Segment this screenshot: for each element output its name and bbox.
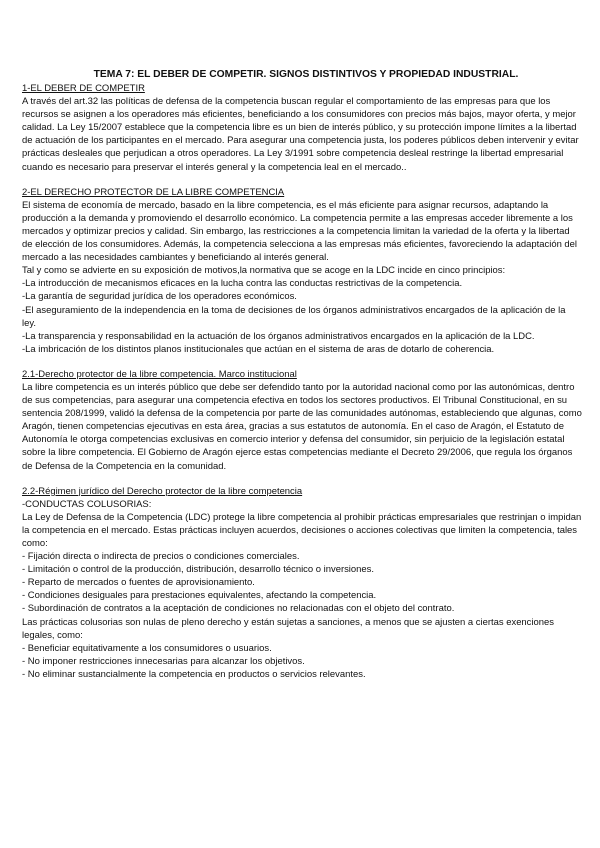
exemptions-list xyxy=(22,642,582,681)
list-item: - Condiciones desiguales para prestaciones equivalentes, afectando la competencia. xyxy=(22,590,377,602)
list-item: - No eliminar sustancialmente la competencia en productos o servicios relevantes. xyxy=(22,668,366,680)
section-2-2-heading: 2.2-Régimen jurídico del Derecho protector de la libre competencia xyxy=(22,485,303,497)
section-2-paragraph: El sistema de economía de mercado, basado en la libre competencia, es el más eficiente para asignar recursos, adaptando la producción a la demanda y promoviendo el desarrollo económico. La competencia permite a las empresas acceder libremente a los mercados y optimizar precios y calidad. Sin embargo, las restricciones a la competencia limitan la variedad de la oferta y la libertad de elección de los consumidores. Además, la competencia selecciona a las empresas más eficientes, favoreciendo la adaptación del mercado a las necesidades cambiantes y beneficiando al interés general. xyxy=(22,199,578,264)
section-2-heading: 2-EL DERECHO PROTECTOR DE LA LIBRE COMPETENCIA xyxy=(22,186,285,198)
section-2-2-paragraph-2: Las prácticas colusorias son nulas de pleno derecho y están sujetas a sanciones, a menos que se ajusten a ciertas exenciones legales, como: xyxy=(22,616,554,641)
list-item: -La garantía de seguridad jurídica de los operadores económicos. xyxy=(22,291,297,303)
document-title: TEMA 7: EL DEBER DE COMPETIR. SIGNOS DISTINTIVOS Y PROPIEDAD INDUSTRIAL. xyxy=(93,69,519,80)
section-1-paragraph: A través del art.32 las políticas de defensa de la competencia buscan regular el comportamiento de las empresas para que los recursos se asignen a los operadores más eficientes, beneficiando a los consumidores con precios más bajos, mayor oferta, y mejor calidad. La Ley 15/2007 establece que la competencia libre es un bien de interés público, y su protección impone límites a la libertad de actuación de los participantes en el mercado. Para asegurar una competencia justa, los poderes públicos deben intervenir y evitar prácticas desleales que perjudican a otros operadores. La Ley 3/1991 sobre competencia desleal restringe la libertad empresarial cuando es necesario para preservar el interés general y la competencia leal en el mercado.. xyxy=(22,96,579,173)
list-item: - Subordinación de contratos a la aceptación de condiciones no relacionadas con el objeto del contrato. xyxy=(22,603,455,615)
section-2-2-paragraph: La Ley de Defensa de la Competencia (LDC) protege la libre competencia al prohibir prácticas empresariales que restrinjan o impidan la competencia en el mercado. Estas prácticas incluyen acuerdos, decisiones o acciones colectivas que limiten la competencia, tales como: xyxy=(22,511,582,549)
section-2-1-paragraph: La libre competencia es un interés público que debe ser defendido tanto por la autoridad nacional como por las autonómicas, dentro de sus competencias, para asegurar una competencia efectiva en todos los sectores productivos. El Tribunal Constitucional, en su sentencia 208/1999, validó la defensa de la competencia por parte de las comunidades autónomas, estableciendo que algunas, como Aragón, tienen competencias ejecutivas en esta área, gracias a sus estatutos de autonomía. En el caso de Aragón, el Estatuto de Autonomía le otorga competencias exclusivas en comercio interior y defensa del consumidor, sin perjuicio de la legislación estatal sobre la libre competencia. El Gobierno de Aragón ejerce estas competencias mediante el Decreto 29/2006, que regula los órganos de Defensa de la Competencia en la comunidad. xyxy=(22,381,582,472)
list-item: - Limitación o control de la producción, distribución, desarrollo técnico o inversiones. xyxy=(22,564,374,576)
list-item: - Reparto de mercados o fuentes de aprovisionamiento. xyxy=(22,577,255,589)
list-item: -El aseguramiento de la independencia en la toma de decisiones de los órganos administrativos encargados de la aplicación de la ley. xyxy=(22,304,566,329)
list-item: -La imbricación de los distintos planos institucionales que actúan en el sistema de aras de dotarlo de coherencia. xyxy=(22,343,495,355)
section-2-intro: Tal y como se advierte en su exposición de motivos,la normativa que se acoge en la LDC incide en cinco principios: xyxy=(22,265,506,277)
practices-list xyxy=(22,550,582,615)
list-item: -La introducción de mecanismos eficaces en la lucha contra las conductas restrictivas de la competencia. xyxy=(22,278,463,290)
list-item: -La transparencia y responsabilidad en la actuación de los órganos administrativos encargados en la aplicación de la LDC. xyxy=(22,330,535,342)
list-item: - No imponer restricciones innecesarias para alcanzar los objetivos. xyxy=(22,655,305,667)
section-1-heading: 1-EL DEBER DE COMPETIR xyxy=(22,83,145,94)
list-item: - Beneficiar equitativamente a los consumidores o usuarios. xyxy=(22,642,272,654)
list-item: - Fijación directa o indirecta de precios o condiciones comerciales. xyxy=(22,551,300,563)
principles-list xyxy=(22,277,582,356)
section-2-1-heading: 2.1-Derecho protector de la libre competencia. Marco institucional xyxy=(22,368,297,380)
section-2-2-subheading: -CONDUCTAS COLUSORIAS: xyxy=(22,498,152,510)
